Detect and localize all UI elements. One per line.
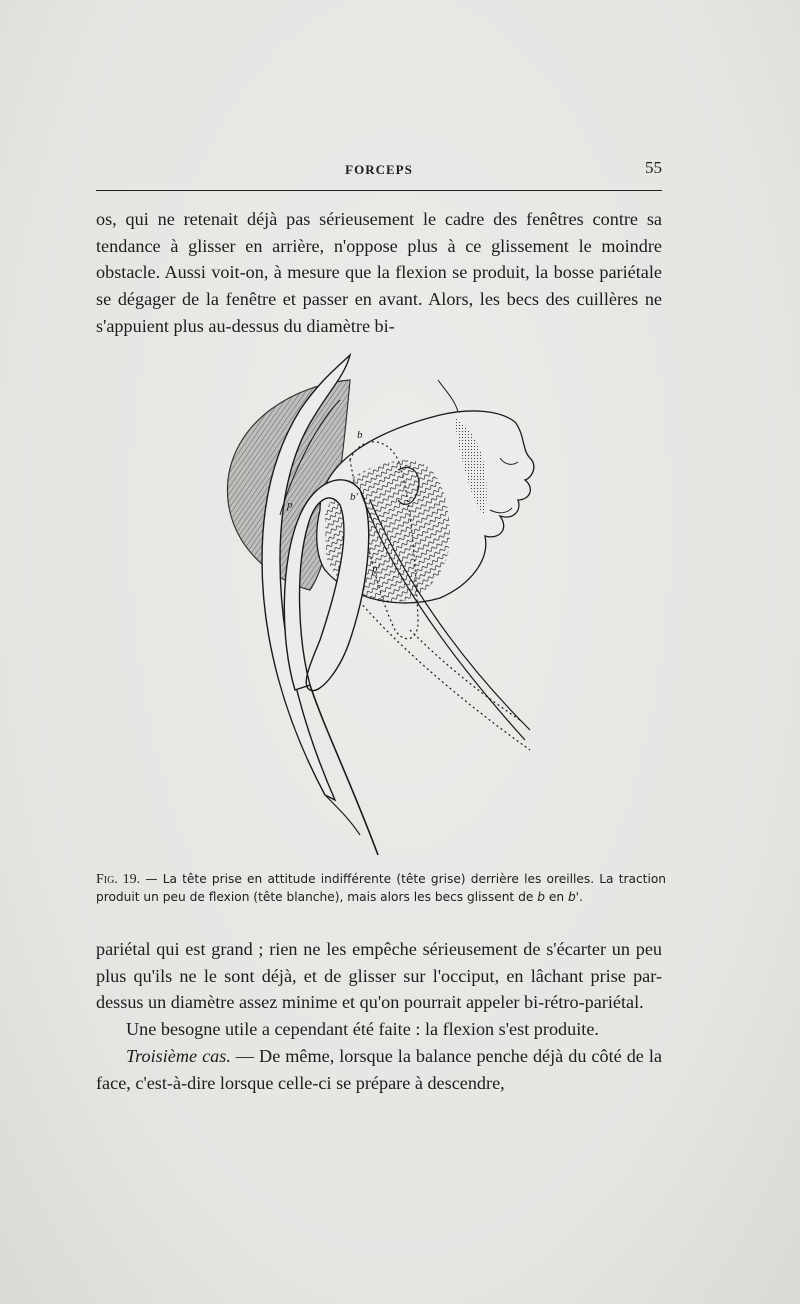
- figure-forceps-illustration: [200, 340, 560, 860]
- figure-caption: [96, 871, 666, 906]
- caption-end: .: [579, 889, 583, 904]
- label-p-prime: p': [372, 563, 380, 575]
- caption-dash: —: [140, 872, 163, 886]
- page-number: 55: [645, 158, 662, 177]
- third-case-text: — De même, lorsque la balance penche déjà du côté de la face, c'est-à-dire lorsque celle-ci se prépare à descendre,: [96, 1045, 662, 1093]
- body-text-bottom: [96, 936, 662, 1096]
- forceps-head-drawing: [200, 340, 560, 860]
- body-paragraph-2: Une besogne utile a cependant été faite : la flexion s'est produite.: [126, 1019, 599, 1040]
- label-b: b: [357, 429, 363, 441]
- caption-b: b: [537, 889, 545, 904]
- running-header: [96, 158, 662, 182]
- caption-text-2: en: [544, 889, 568, 904]
- figure-number: Fig. 19.: [96, 872, 141, 887]
- body-paragraph-top: os, qui ne retenait déjà pas sérieusement le cadre des fenêtres contre sa tendance à glisser en arrière, n'oppose plus à ce glissement le moindre obstacle. Aussi voit-on, à mesure que la flexion se produit, la bosse pariétale se dégager de la fenêtre et passer en avant. Alors, les becs des cuillères ne s'appuient plus au-dessus du diamètre bi-: [96, 209, 662, 336]
- header-rule: [96, 190, 662, 191]
- label-p: p: [287, 499, 293, 511]
- running-title: FORCEPS: [345, 162, 413, 177]
- third-case-lead: Troisième cas.: [126, 1045, 231, 1066]
- label-b-prime: b': [350, 491, 358, 503]
- caption-b-prime: b': [567, 889, 580, 904]
- caption-text-1: La tête prise en attitude indifférente (tête grise) derrière les oreilles. La traction produit un peu de flexion (tête blanche), mais alors les becs glissent de: [96, 872, 667, 904]
- body-paragraph-1: pariétal qui est grand ; rien ne les empêche sérieusement de s'écarter un peu plus qu'ils ne le sont déjà, et de glisser sur l'occiput, en lâchant prise par-dessus un diamètre assez minime et qu'on pourrait appeler bi-rétro-pariétal.: [96, 939, 662, 1013]
- body-paragraph-3: [96, 1043, 662, 1096]
